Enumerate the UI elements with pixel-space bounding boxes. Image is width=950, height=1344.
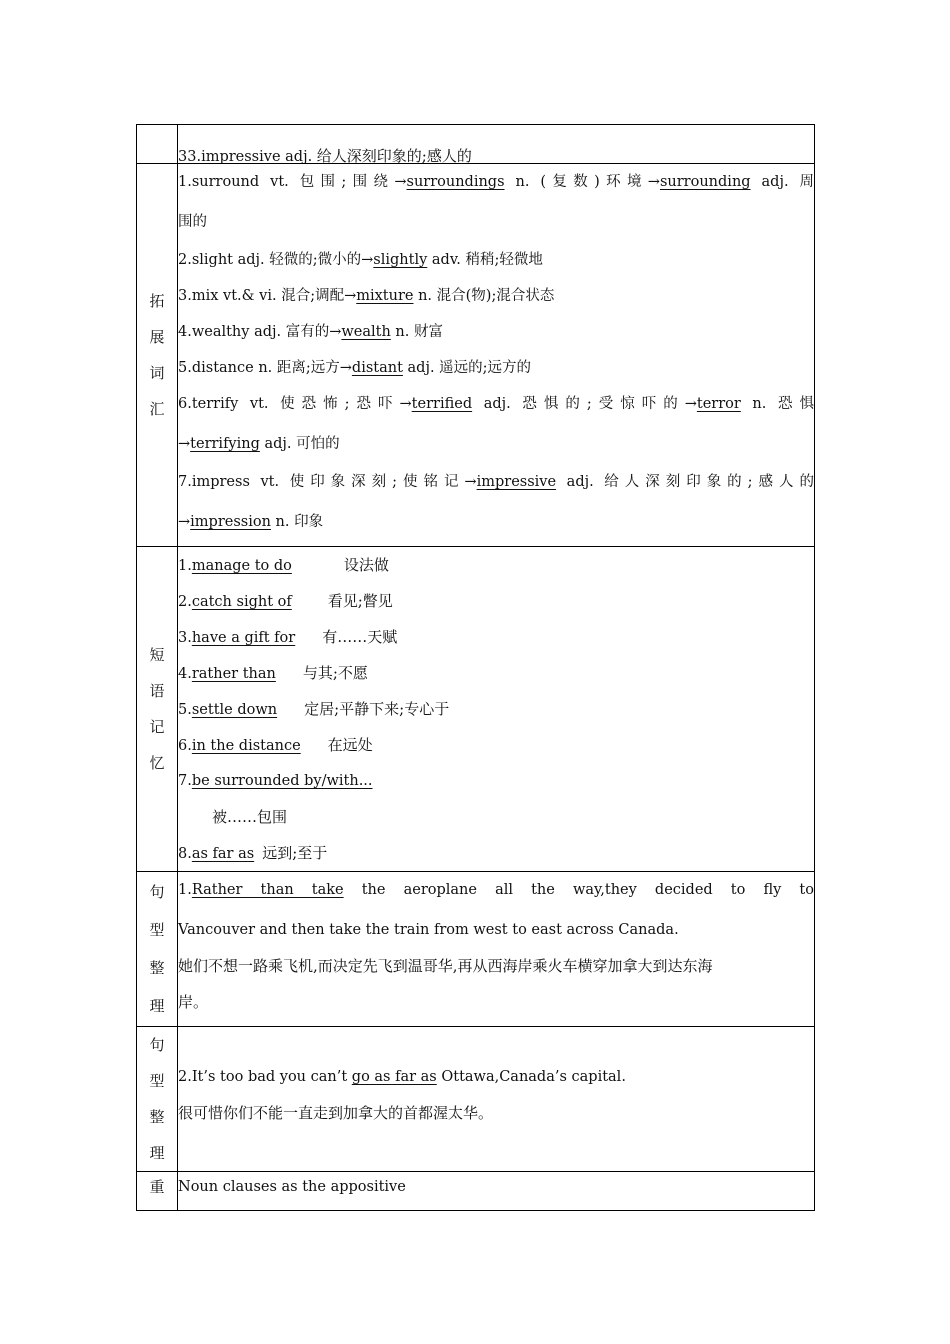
vocab-item-1: 1.surround vt. 包围;围绕→surroundings n. (复数)环境→surrounding adj. 周 bbox=[178, 174, 814, 190]
continuation-cell bbox=[178, 125, 815, 164]
vocab-item-33: 33.impressive adj. 给人深刻印象的;感人的 bbox=[178, 147, 472, 163]
sentence1-en-line1: 1.Rather than take the aeroplane all the way,they decided to fly to bbox=[178, 882, 814, 898]
sentence2-section-label: 句 型 整 理 bbox=[137, 1027, 178, 1172]
sentence2-cn: 很可惜你们不能一直走到加拿大的首都渥太华。 bbox=[178, 1104, 494, 1122]
sentence1-section-label: 句 型 整 理 bbox=[137, 872, 178, 1027]
phrase-item-3: 3.have a gift for 有……天赋 bbox=[178, 628, 398, 646]
phrase-item-6: 6.in the distance 在远处 bbox=[178, 736, 373, 754]
vocab-item-6-cont: →terrifying adj. 可怕的 bbox=[178, 436, 340, 452]
phrase-item-8: 8.as far as 远到;至于 bbox=[178, 844, 328, 862]
phrases-content bbox=[178, 547, 815, 872]
vocab-item-2: 2.slight adj. 轻微的;微小的→slightly adv. 稍稍;轻微地 bbox=[178, 252, 543, 268]
vocab-item-4: 4.wealthy adj. 富有的→wealth n. 财富 bbox=[178, 324, 443, 340]
phrase-item-7-meaning: 被……包围 bbox=[212, 808, 288, 826]
row-phrases bbox=[137, 547, 815, 872]
empty-label-cell bbox=[137, 125, 178, 164]
grammar-content bbox=[178, 1172, 815, 1211]
row-sentence-1 bbox=[137, 872, 815, 1027]
vocab-item-7-cont: →impression n. 印象 bbox=[178, 514, 324, 530]
grammar-text: Noun clauses as the appositive bbox=[178, 1179, 406, 1195]
vocab-item-7: 7.impress vt. 使印象深刻;使铭记→impressive adj. 给人深刻印象的;感人的 bbox=[178, 474, 814, 490]
vocab-section-label: 拓 展 词 汇 bbox=[137, 164, 178, 547]
notes-table bbox=[136, 124, 815, 1211]
sentence1-content bbox=[178, 872, 815, 1027]
grammar-section-label: 重 bbox=[137, 1172, 178, 1211]
row-continuation bbox=[137, 125, 815, 164]
row-grammar bbox=[137, 1172, 815, 1211]
phrase-item-5: 5.settle down 定居;平静下来;专心于 bbox=[178, 700, 450, 718]
vocab-item-5: 5.distance n. 距离;远方→distant adj. 遥远的;远方的 bbox=[178, 360, 532, 376]
vocab-item-6: 6.terrify vt. 使恐怖;恐吓→terrified adj. 恐惧的;受惊吓的→terror n. 恐惧 bbox=[178, 396, 814, 412]
sentence1-cn-line1: 她们不想一路乘飞机,而决定先飞到温哥华,再从西海岸乘火车横穿加拿大到达东海 bbox=[178, 957, 713, 975]
vocab-item-3: 3.mix vt.& vi. 混合;调配→mixture n. 混合(物);混合状态 bbox=[178, 288, 555, 304]
sentence2-content bbox=[178, 1027, 815, 1172]
phrase-item-1: 1.manage to do 设法做 bbox=[178, 556, 389, 574]
vocab-item-1-cont: 围的 bbox=[178, 214, 207, 230]
sentence1-en-line2: Vancouver and then take the train from west to east across Canada. bbox=[178, 922, 679, 938]
sentence1-cn-line2: 岸。 bbox=[178, 993, 209, 1011]
phrase-item-7: 7.be surrounded by/with... bbox=[178, 773, 373, 789]
sentence2-en: 2.It’s too bad you can’t go as far as Ottawa,Canada’s capital. bbox=[178, 1069, 626, 1085]
phrase-item-4: 4.rather than 与其;不愿 bbox=[178, 664, 368, 682]
vocab-content bbox=[178, 164, 815, 547]
phrases-section-label: 短 语 记 忆 bbox=[137, 547, 178, 872]
phrase-item-2: 2.catch sight of 看见;瞥见 bbox=[178, 592, 393, 610]
row-vocab bbox=[137, 164, 815, 547]
row-sentence-2 bbox=[137, 1027, 815, 1172]
